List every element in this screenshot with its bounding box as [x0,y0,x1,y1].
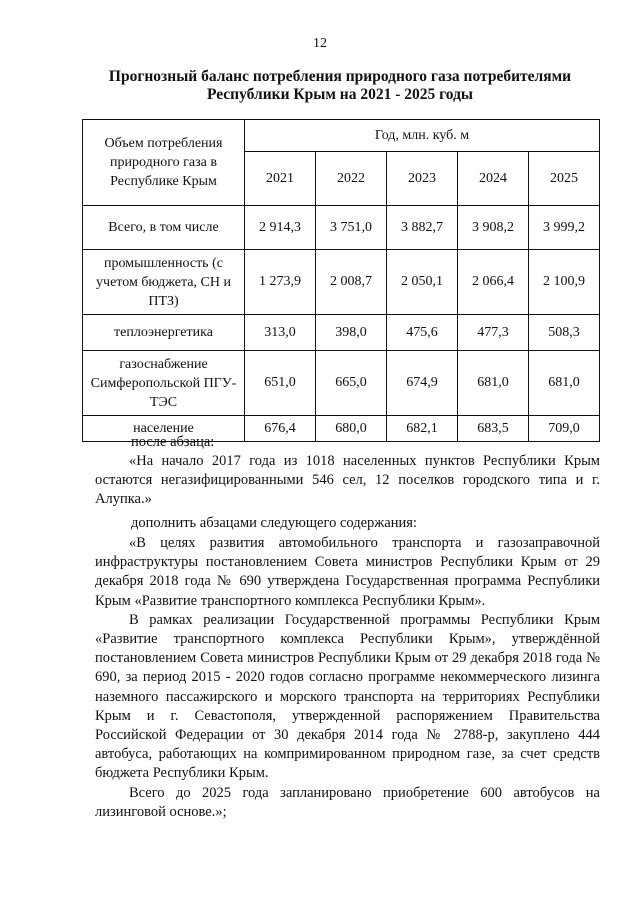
paragraph: Всего до 2025 года запланировано приобретение 600 автобусов на лизинговой основе.»; [95,784,600,820]
title-line: Прогнозный баланс потребления природного газа потребителями [108,68,572,85]
table-row [83,315,600,351]
after-paragraph-line [95,433,600,452]
table-cell: 709,0 [529,416,600,442]
year-header: 2021 [245,152,316,206]
table-cell: 681,0 [458,351,529,416]
table-cell: 3 908,2 [458,206,529,250]
paragraph: дополнить абзацами следующего содержания: [131,515,417,531]
year-header: 2025 [529,152,600,206]
year-header: 2024 [458,152,529,206]
table-cell: 475,6 [387,315,458,351]
table-cell: 2 100,9 [529,250,600,315]
paragraph: после абзаца: [131,434,215,450]
table-cell: 3 999,2 [529,206,600,250]
title-line: Республики Крым на 2021 - 2025 годы [206,86,474,103]
table-row [83,250,600,315]
year-header: 2023 [387,152,458,206]
table-row [83,206,600,250]
paragraph: «В целях развития автомобильного транспорта и газозаправочной инфраструктуры постановлением Совета министров Республики Крым от 29 декабря 2018 года № 690 утверждена Государственная программа Республики Крым «Развитие транспортного комплекса Республики Крым». [95,535,600,609]
gas-balance-table [82,119,600,442]
table-cell: 2 050,1 [387,250,458,315]
table-cell: 665,0 [316,351,387,416]
quoted-paragraph [95,452,600,510]
table-cell: 676,4 [245,416,316,442]
table-corner-header: Объем потребления природного газа в Республике Крым [83,120,245,206]
table-cell: 3 751,0 [316,206,387,250]
table-cell: 1 273,9 [245,250,316,315]
document-title [90,68,590,104]
row-label: Всего, в том числе [83,206,245,250]
table-cell: 682,1 [387,416,458,442]
table-cell: 2 066,4 [458,250,529,315]
new-paragraphs [95,534,600,822]
table-cell: 674,9 [387,351,458,416]
table-cell: 2 008,7 [316,250,387,315]
table-cell: 313,0 [245,315,316,351]
table-cell: 477,3 [458,315,529,351]
table-cell: 681,0 [529,351,600,416]
table-cell: 3 882,7 [387,206,458,250]
table-cell: 2 914,3 [245,206,316,250]
page-number: 12 [313,36,327,51]
supplement-line [95,514,600,533]
year-header: 2022 [316,152,387,206]
paragraph: В рамках реализации Государственной программы Республики Крым «Развитие транспортного комплекса Республики Крым», утверждённой постановлением Совета министров Республики Крым от 29 декабря 2018 года № 690, за период 2015 - 2020 годов согласно программе некоммерческого лизинга наземного пассажирского и морского транспорта на территориях Республики Крым и г. Севастополя, утвержденной распоряжением Правительства Российской Федерации от 30 декабря 2014 года № 2788-р, закуплено 444 автобуса, работающих на компримированном природном газе, за счет средств бюджета Республики Крым. [95,611,600,782]
table-group-header: Год, млн. куб. м [245,120,600,152]
table-row [83,351,600,416]
paragraph: «На начало 2017 года из 1018 населенных пунктов Республики Крым остаются негазифицированными 546 сел, 12 поселков городского типа и г. Алупка.» [95,453,600,508]
table-cell: 651,0 [245,351,316,416]
row-label: газоснабжение Симферопольской ПГУ-ТЭС [83,351,245,416]
row-label: теплоэнергетика [83,315,245,351]
table-cell: 683,5 [458,416,529,442]
table-cell: 680,0 [316,416,387,442]
table-cell: 398,0 [316,315,387,351]
row-label: население [83,416,245,442]
row-label: промышленность (с учетом бюджета, СН и ПТЗ) [83,250,245,315]
table-cell: 508,3 [529,315,600,351]
